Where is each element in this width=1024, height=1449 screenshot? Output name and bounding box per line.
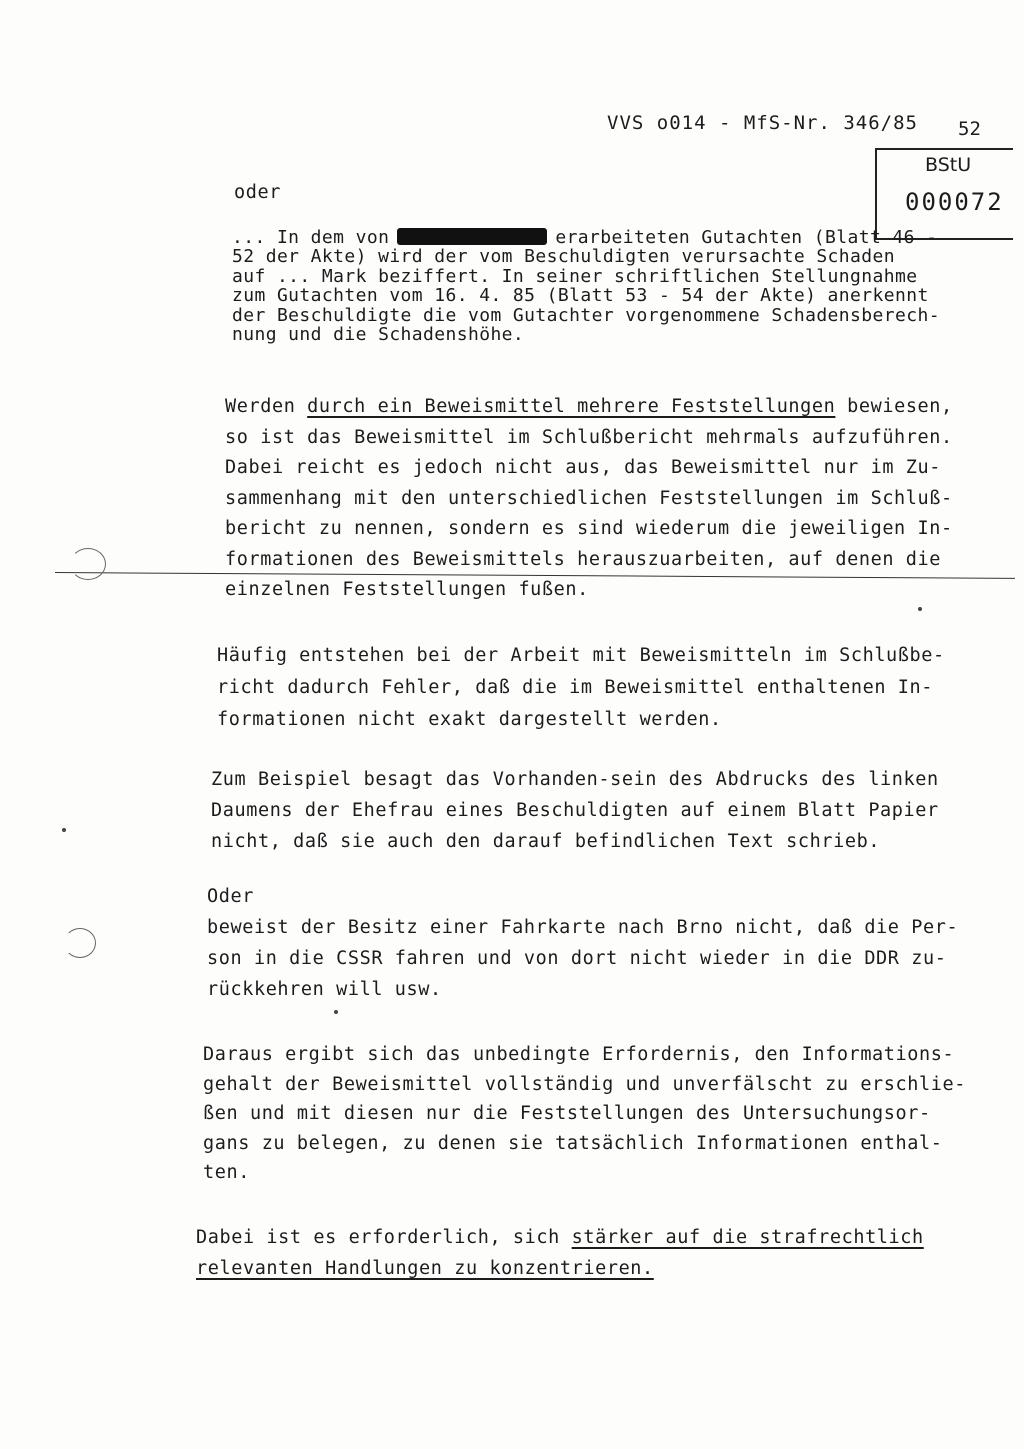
redaction-bar: [397, 228, 547, 245]
punch-hole-icon: [70, 548, 106, 580]
text-line: [196, 1253, 924, 1284]
underlined-text: durch ein Beweismittel mehrere Feststellungen: [307, 396, 836, 417]
quote-block: [232, 228, 1012, 345]
paragraph-3: [211, 764, 939, 857]
paragraph-6: [196, 1222, 924, 1284]
text-line: ßen und mit diesen nur die Feststellungen des Untersuchungsor-: [203, 1103, 931, 1124]
quote-line: nung und die Schadenshöhe.: [232, 324, 525, 346]
text-line: beweist der Besitz einer Fahrkarte nach Brno nicht, daß die Per-: [207, 917, 959, 938]
text-line: Daraus ergibt sich das unbedingte Erfordernis, den Informations-: [203, 1044, 955, 1065]
text-line: [196, 1222, 924, 1253]
page-number: 52: [958, 118, 981, 140]
text-line: Oder: [207, 886, 254, 907]
stamp-label: BStU: [925, 154, 972, 176]
text-run: Werden: [225, 396, 308, 417]
quote-line: [232, 228, 1012, 247]
paragraph-4: [207, 881, 958, 1005]
stamp-number: 000072: [905, 188, 1004, 216]
scan-speck: [334, 1010, 338, 1014]
text-line: nicht, daß sie auch den darauf befindlichen Text schrieb.: [211, 831, 881, 852]
underlined-text: stärker auf die strafrechtlich: [571, 1227, 924, 1248]
text-line: Häufig entstehen bei der Arbeit mit Beweismitteln im Schlußbe-: [217, 645, 945, 666]
quote-text: erarbeiteten Gutachten (Blatt 46 -: [555, 227, 938, 248]
text-line: bericht zu nennen, sondern es sind wiederum die jeweiligen In-: [225, 518, 953, 539]
text-line: ten.: [203, 1162, 250, 1183]
text-line: sammenhang mit den unterschiedlichen Feststellungen im Schluß-: [225, 487, 953, 509]
text-run: bewiesen,: [835, 396, 953, 417]
text-line: richt dadurch Fehler, daß die im Beweismittel enthaltenen In-: [217, 677, 934, 698]
quote-intro: oder: [234, 182, 281, 203]
text-line: einzelnen Feststellungen fußen.: [225, 579, 589, 600]
text-line: Daumens der Ehefrau eines Beschuldigten auf einem Blatt Papier: [211, 800, 939, 821]
document-reference: VVS o014 - MfS-Nr. 346/85: [607, 112, 918, 134]
text-run: Dabei ist es erforderlich, sich: [196, 1227, 572, 1248]
quote-text: ... In dem von: [232, 227, 390, 248]
scan-speck: [918, 607, 922, 611]
punch-hole-icon: [64, 928, 96, 958]
paragraph-5: [203, 1040, 966, 1188]
scan-speck: [62, 828, 66, 832]
quote-line: 52 der Akte) wird der vom Beschuldigten verursachte Schaden: [232, 246, 895, 268]
quote-line: auf ... Mark beziffert. In seiner schriftlichen Stellungnahme: [232, 265, 918, 287]
paragraph-2: [217, 640, 945, 736]
text-line: so ist das Beweismittel im Schlußbericht mehrmals aufzuführen.: [225, 426, 953, 448]
text-line: Dabei reicht es jedoch nicht aus, das Beweismittel nur im Zu-: [225, 457, 942, 478]
text-line: gehalt der Beweismittel vollständig und unverfälscht zu erschlie-: [203, 1073, 966, 1095]
quote-line: zum Gutachten vom 16. 4. 85 (Blatt 53 - 54 der Akte) anerkennt: [232, 285, 929, 307]
text-line: formationen des Beweismittels herauszuarbeiten, auf denen die: [225, 548, 942, 570]
text-line: son in die CSSR fahren und von dort nicht wieder in die DDR zu-: [207, 948, 947, 969]
text-line: gans zu belegen, zu denen sie tatsächlich Informationen enthal-: [203, 1132, 943, 1154]
underlined-text: relevanten Handlungen zu konzentrieren.: [196, 1258, 654, 1279]
text-line: rückkehren will usw.: [207, 979, 442, 1000]
text-line: [225, 392, 953, 423]
text-line: Zum Beispiel besagt das Vorhanden-sein des Abdrucks des linken: [211, 769, 939, 790]
text-line: formationen nicht exakt dargestellt werden.: [217, 709, 722, 730]
quote-line: der Beschuldigte die vom Gutachter vorgenommene Schadensberech-: [232, 304, 940, 326]
